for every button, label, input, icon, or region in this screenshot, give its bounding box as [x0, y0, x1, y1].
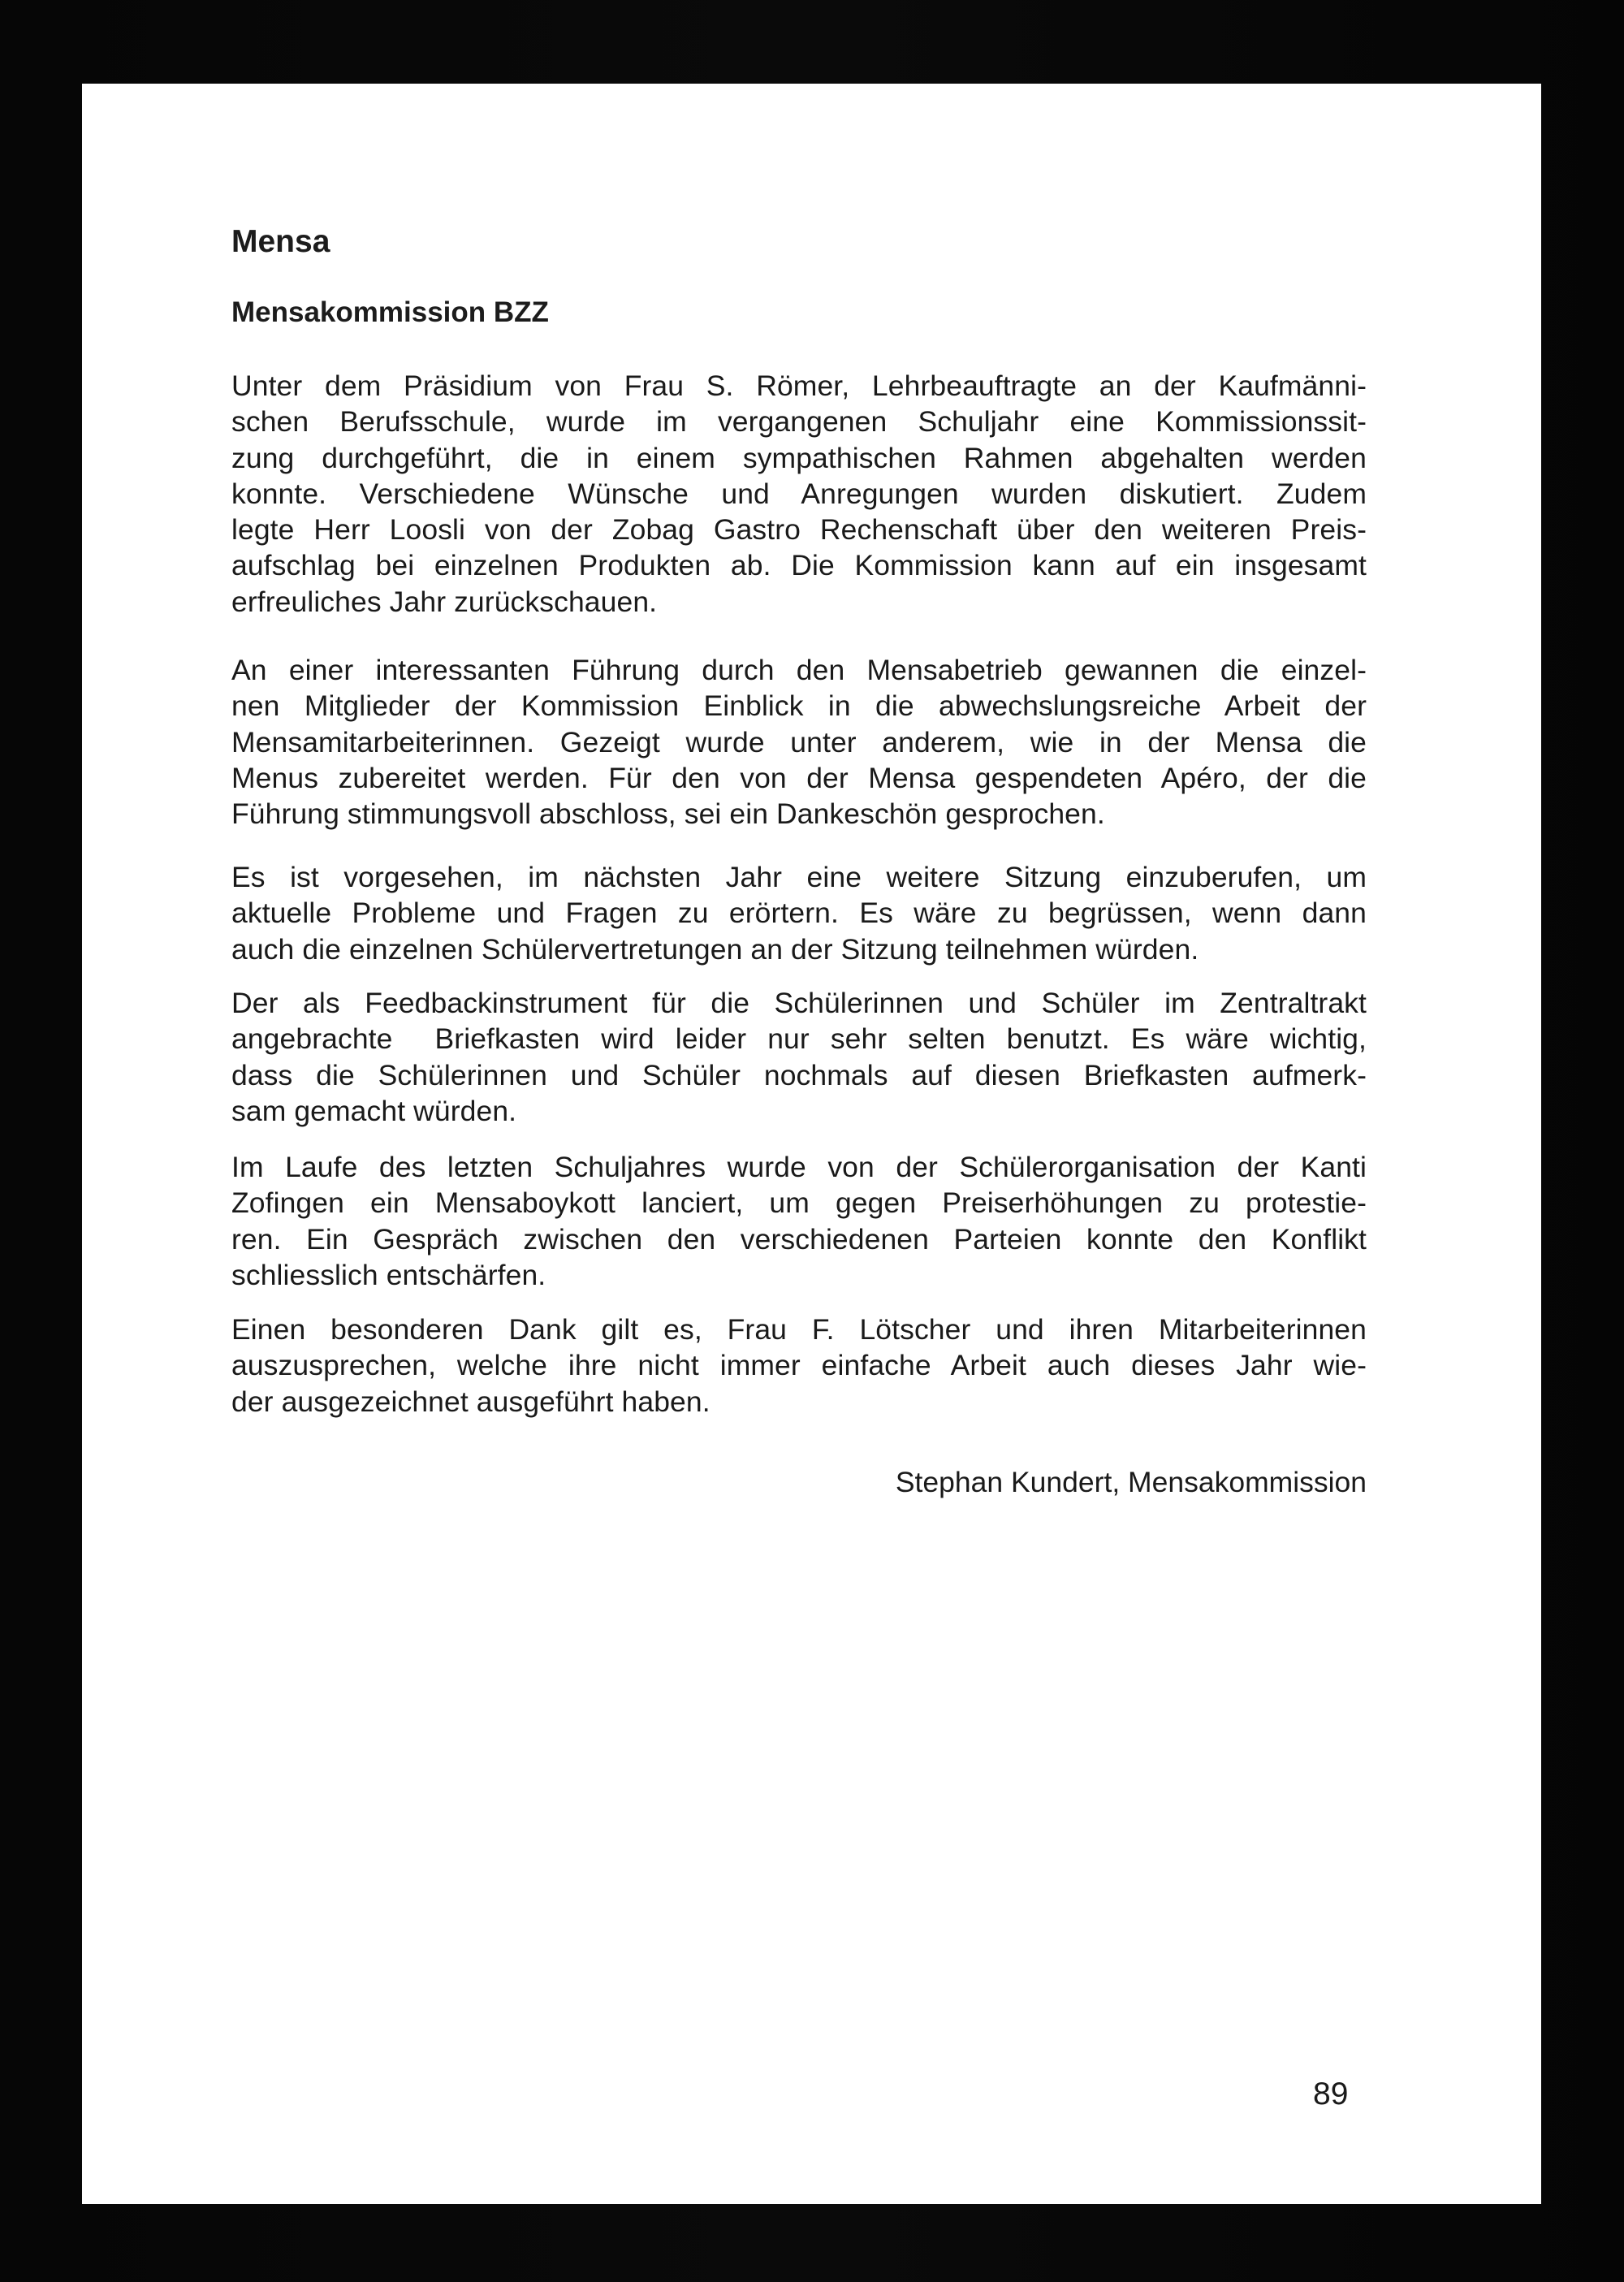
- subsection-title: Mensakommission BZZ: [231, 296, 549, 328]
- text-line: auszusprechen, welche ihre nicht immer einfache Arbeit auch dieses Jahr wie-: [231, 1349, 1367, 1382]
- text-line: Zofingen ein Mensaboykott lanciert, um gegen Preiserhöhungen zu protestie-: [231, 1186, 1367, 1220]
- text-line: Führung stimmungsvoll abschloss, sei ein Dankeschön gesprochen.: [231, 797, 1105, 831]
- text-line: aufschlag bei einzelnen Produkten ab. Die Kommission kann auf ein insgesamt: [231, 549, 1367, 582]
- signature: Stephan Kundert, Mensakommission: [895, 1466, 1367, 1498]
- document-page: [82, 84, 1541, 2204]
- paragraph-3: [231, 859, 1367, 967]
- text-line: Unter dem Präsidium von Frau S. Römer, Lehrbeauftragte an der Kaufmänni-: [231, 370, 1367, 402]
- text-line: legte Herr Loosli von der Zobag Gastro Rechenschaft über den weiteren Preis-: [231, 513, 1367, 547]
- paragraph-4: [231, 985, 1367, 1129]
- paragraph-1: [231, 368, 1367, 620]
- text-line: An einer interessanten Führung durch den Mensabetrieb gewannen die einzel-: [231, 654, 1367, 686]
- section-title: Mensa: [231, 224, 330, 259]
- text-line: Mensamitarbeiterinnen. Gezeigt wurde unter anderem, wie in der Mensa die: [231, 725, 1367, 759]
- text-line: konnte. Verschiedene Wünsche und Anregungen wurden diskutiert. Zudem: [231, 477, 1367, 510]
- text-line: angebrachte Briefkasten wird leider nur sehr selten benutzt. Es wäre wichtig,: [231, 1022, 1367, 1056]
- text-line: Der als Feedbackinstrument für die Schülerinnen und Schüler im Zentraltrakt: [231, 987, 1367, 1019]
- text-line: Einen besonderen Dank gilt es, Frau F. Lötscher und ihren Mitarbeiterinnen: [231, 1313, 1367, 1346]
- text-line: schliesslich entschärfen.: [231, 1258, 546, 1291]
- page-number: 89: [1313, 2077, 1349, 2111]
- text-line: Im Laufe des letzten Schuljahres wurde von der Schülerorganisation der Kanti: [231, 1151, 1367, 1183]
- paragraph-6: [231, 1312, 1367, 1420]
- text-line: zung durchgeführt, die in einem sympathischen Rahmen abgehalten werden: [231, 441, 1367, 474]
- text-line: sam gemacht würden.: [231, 1094, 517, 1127]
- text-line: Es ist vorgesehen, im nächsten Jahr eine weitere Sitzung einzuberufen, um: [231, 861, 1367, 893]
- text-line: der ausgezeichnet ausgeführt haben.: [231, 1385, 710, 1418]
- text-line: aktuelle Probleme und Fragen zu erörtern. Es wäre zu begrüssen, wenn dann: [231, 897, 1367, 930]
- text-line: dass die Schülerinnen und Schüler nochmals auf diesen Briefkasten aufmerk-: [231, 1058, 1367, 1091]
- text-line: Menus zubereitet werden. Für den von der Mensa gespendeten Apéro, der die: [231, 761, 1367, 794]
- text-line: auch die einzelnen Schülervertretungen an der Sitzung teilnehmen würden.: [231, 932, 1199, 966]
- paragraph-5: [231, 1149, 1367, 1293]
- text-line: schen Berufsschule, wurde im vergangenen Schuljahr eine Kommissionssit-: [231, 405, 1367, 439]
- text-line: nen Mitglieder der Kommission Einblick in die abwechslungsreiche Arbeit der: [231, 689, 1367, 723]
- text-line: ren. Ein Gespräch zwischen den verschiedenen Parteien konnte den Konflikt: [231, 1222, 1367, 1256]
- paragraph-2: [231, 652, 1367, 832]
- text-line: erfreuliches Jahr zurückschauen.: [231, 585, 658, 618]
